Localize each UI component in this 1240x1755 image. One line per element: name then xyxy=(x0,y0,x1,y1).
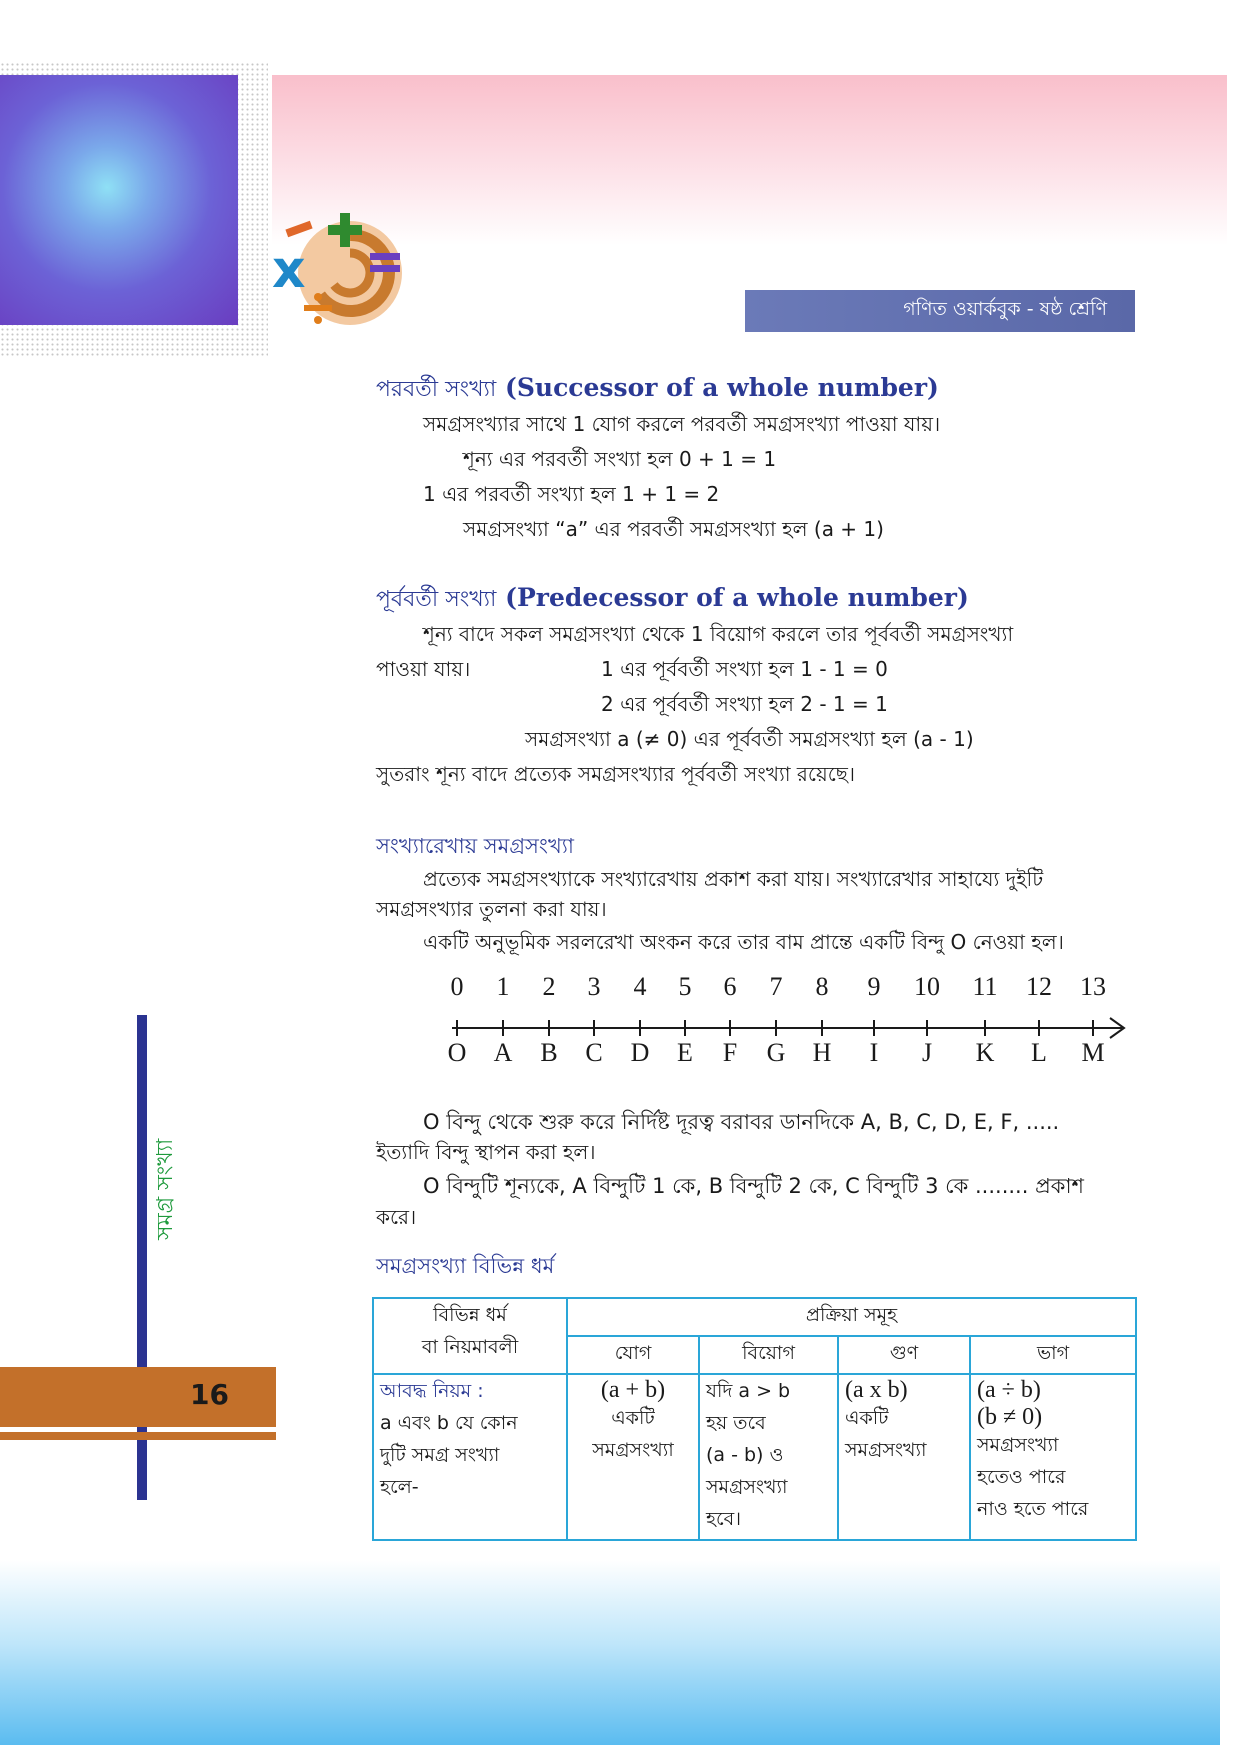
successor-line-3: 1 এর পরবর্তী সংখ্যা হল 1 + 1 = 2 xyxy=(423,482,720,506)
number-line-point-label: J xyxy=(921,1038,933,1067)
number-line-number: 13 xyxy=(1080,972,1106,1001)
numberline-line-1: প্রত্যেক সমগ্রসংখ্যাকে সংখ্যারেখায় প্রকাশ করা যায়। সংখ্যারেখার সাহায্যে দুইটি xyxy=(423,867,1044,891)
number-line-number: 2 xyxy=(542,972,556,1001)
predecessor-line-2: পাওয়া যায়। xyxy=(376,657,471,681)
div-text-1: সমগ্রসংখ্যা xyxy=(977,1434,1059,1456)
sub-text-2: হয় তবে xyxy=(706,1412,766,1434)
successor-heading xyxy=(376,372,939,409)
div-text-3: নাও হতে পারে xyxy=(977,1498,1089,1520)
math-symbols-logo xyxy=(268,205,416,335)
numberline-line-2: সমগ্রসংখ্যার তুলনা করা যায়। xyxy=(376,897,607,921)
number-line-point-label: G xyxy=(766,1038,786,1067)
footer-band xyxy=(0,1560,1220,1745)
op-div-header: ভাগ xyxy=(970,1336,1136,1374)
number-line-point-label: H xyxy=(812,1038,832,1067)
number-line-number: 11 xyxy=(972,972,998,1001)
header-decoration xyxy=(0,75,238,325)
div-cell xyxy=(970,1374,1136,1540)
sub-cell xyxy=(699,1374,838,1540)
number-line-point-label: D xyxy=(630,1038,650,1067)
successor-heading-en: (Successor of a whole number) xyxy=(505,373,939,402)
number-line-number: 3 xyxy=(587,972,601,1001)
div-cond: (b ≠ 0) xyxy=(977,1404,1043,1430)
successor-line-4: সমগ্রসংখ্যা “a” এর পরবর্তী সমগ্রসংখ্যা হল (a + 1) xyxy=(463,517,884,541)
sub-text-3: (a - b) ও xyxy=(706,1444,784,1466)
add-cell xyxy=(567,1374,699,1540)
number-line-number: 9 xyxy=(867,972,881,1001)
number-line-number: 4 xyxy=(633,972,647,1001)
header-title xyxy=(745,290,1135,332)
add-text-2: সমগ্রসংখ্যা xyxy=(592,1439,674,1461)
properties-heading: সমগ্রসংখ্যা বিভিন্ন ধর্ম xyxy=(376,1254,555,1278)
rule-cell xyxy=(373,1374,567,1540)
header-title-text: গণিত ওয়ার্কবুক - ষষ্ঠ শ্রেণি xyxy=(903,298,1107,320)
rule-header-2: বা নিয়মাবলী xyxy=(421,1336,519,1358)
op-mul-header: গুণ xyxy=(838,1336,970,1374)
mul-text-1: একটি xyxy=(845,1407,889,1429)
number-line-point-label: L xyxy=(1031,1038,1047,1067)
number-line-number: 6 xyxy=(723,972,737,1001)
page-number-band xyxy=(0,1367,276,1427)
add-expr: (a + b) xyxy=(600,1377,666,1403)
mul-cell xyxy=(838,1374,970,1540)
properties-table xyxy=(372,1297,1137,1541)
numberline-after-3: O বিন্দুটি শূন্যকে, A বিন্দুটি 1 কে, B বিন্দুটি 2 কে, C বিন্দুটি 3 কে ........ প্রকাশ xyxy=(423,1174,1084,1198)
numberline-line-3: একটি অনুভূমিক সরলরেখা অংকন করে তার বাম প্রান্তে একটি বিন্দু O নেওয়া হল। xyxy=(423,930,1064,954)
page-number: 16 xyxy=(190,1378,229,1411)
number-line-number: 8 xyxy=(815,972,829,1001)
page-number-underline xyxy=(0,1432,276,1440)
numberline-after-2: ইত্যাদি বিন্দু স্থাপন করা হল। xyxy=(376,1140,596,1164)
predecessor-line-6: সুতরাং শূন্য বাদে প্রত্যেক সমগ্রসংখ্যার পূর্ববর্তী সংখ্যা রয়েছে। xyxy=(376,762,856,786)
predecessor-line-4: 2 এর পূর্ববর্তী সংখ্যা হল 2 - 1 = 1 xyxy=(601,692,888,716)
rule-header-1: বিভিন্ন ধর্ম xyxy=(433,1304,507,1326)
sub-text-1: যদি a > b xyxy=(706,1380,791,1402)
mul-text-2: সমগ্রসংখ্যা xyxy=(845,1439,927,1461)
sub-text-4: সমগ্রসংখ্যা xyxy=(706,1476,788,1498)
predecessor-line-3: 1 এর পূর্ববর্তী সংখ্যা হল 1 - 1 = 0 xyxy=(601,657,888,681)
op-sub-header: বিয়োগ xyxy=(699,1336,838,1374)
rule-desc-2: দুটি সমগ্র সংখ্যা xyxy=(380,1444,500,1466)
number-line-point-label: M xyxy=(1081,1038,1105,1067)
number-line-point-label: C xyxy=(585,1038,603,1067)
rule-desc-3: হলে- xyxy=(380,1476,419,1498)
successor-heading-bn: পরবর্তী সংখ্যা xyxy=(376,377,497,402)
number-line-number: 7 xyxy=(769,972,783,1001)
number-line-number: 10 xyxy=(914,972,940,1001)
chapter-label: সমগ্র সংখ্যা xyxy=(153,1138,178,1240)
ops-header: প্রক্রিয়া সমূহ xyxy=(567,1298,1136,1336)
number-line-number: 12 xyxy=(1026,972,1052,1001)
number-line-point-label: F xyxy=(722,1038,738,1067)
number-line-axis xyxy=(0,970,1240,1080)
op-add-header: যোগ xyxy=(567,1336,699,1374)
successor-line-1: সমগ্রসংখ্যার সাথে 1 যোগ করলে পরবর্তী সমগ্রসংখ্যা পাওয়া যায়। xyxy=(423,412,941,436)
predecessor-heading-en: (Predecessor of a whole number) xyxy=(505,583,969,612)
predecessor-heading xyxy=(376,582,969,619)
div-expr: (a ÷ b) xyxy=(977,1377,1041,1403)
numberline-after-4: করে। xyxy=(376,1205,417,1229)
sub-text-5: হবে। xyxy=(706,1508,741,1530)
number-line-number: 5 xyxy=(678,972,692,1001)
predecessor-heading-bn: পূর্ববর্তী সংখ্যা xyxy=(376,587,497,612)
rule-column-header xyxy=(373,1298,567,1374)
svg-text:x: x xyxy=(272,240,306,300)
predecessor-line-5: সমগ্রসংখ্যা a (≠ 0) এর পূর্ববর্তী সমগ্রসংখ্যা হল (a - 1) xyxy=(525,727,974,751)
number-line-number: 1 xyxy=(496,972,510,1001)
number-line-point-label: K xyxy=(975,1038,995,1067)
number-line-point-label: O xyxy=(447,1038,467,1067)
rule-desc-1: a এবং b যে কোন xyxy=(380,1412,518,1434)
number-line-point-label: A xyxy=(493,1038,513,1067)
number-line-point-label: I xyxy=(869,1038,879,1067)
mul-expr: (a x b) xyxy=(845,1377,908,1403)
div-text-2: হতেও পারে xyxy=(977,1466,1066,1488)
sidebar-bar xyxy=(137,1015,147,1500)
predecessor-line-1: শূন্য বাদে সকল সমগ্রসংখ্যা থেকে 1 বিয়োগ করলে তার পূর্ববর্তী সমগ্রসংখ্যা xyxy=(423,622,1014,646)
number-line-point-label: B xyxy=(540,1038,558,1067)
number-line-point-label: E xyxy=(677,1038,693,1067)
add-text-1: একটি xyxy=(611,1407,655,1429)
successor-line-2: শূন্য এর পরবর্তী সংখ্যা হল 0 + 1 = 1 xyxy=(463,447,777,471)
numberline-heading: সংখ্যারেখায় সমগ্রসংখ্যা xyxy=(376,834,574,858)
number-line-number: 0 xyxy=(450,972,464,1001)
number-line xyxy=(0,970,1240,1080)
numberline-after-1: O বিন্দু থেকে শুরু করে নির্দিষ্ট দূরত্ব বরাবর ডানদিকে A, B, C, D, E, F, ..... xyxy=(423,1110,1060,1134)
rule-name: আবদ্ধ নিয়ম : xyxy=(380,1380,484,1402)
